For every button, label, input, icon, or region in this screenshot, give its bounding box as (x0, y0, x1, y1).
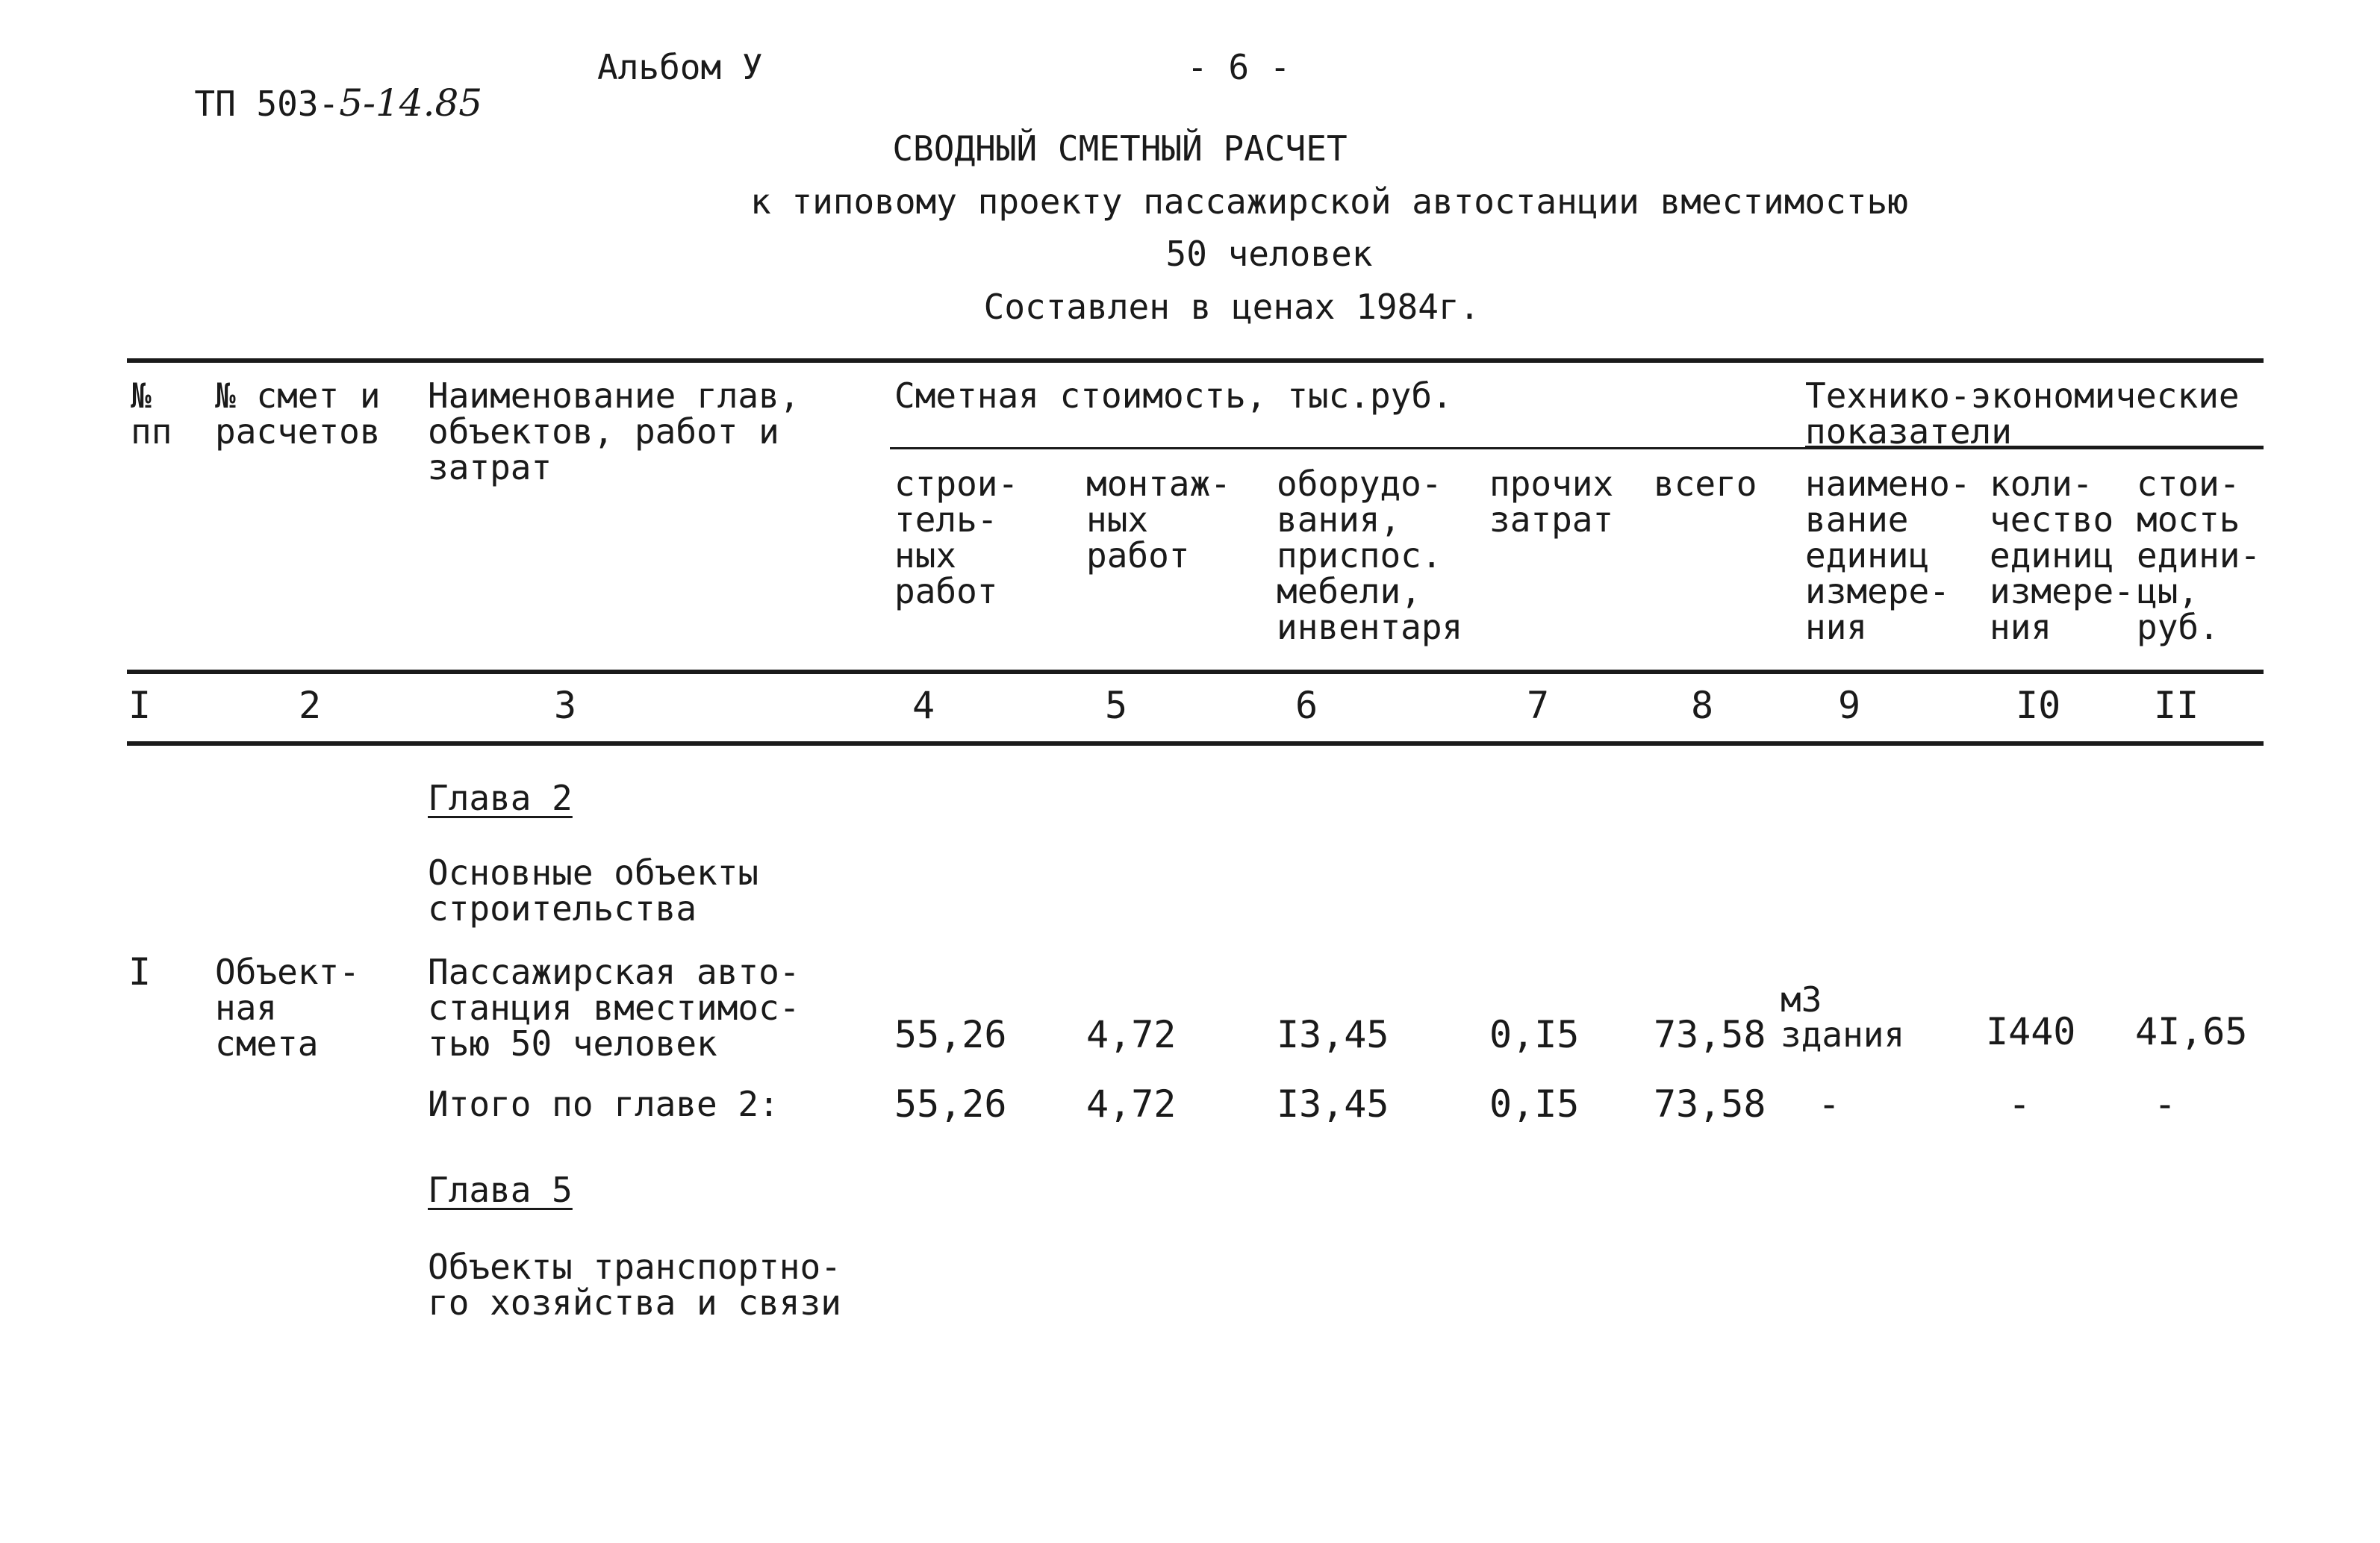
col-header-installation: монтаж- ных работ (1086, 464, 1231, 576)
col-header-unit-quantity: коли- чество единиц измере- ния (1990, 464, 2134, 647)
document-subtitle: к типовому проекту пассажирской автостанции вместимостью (750, 181, 1908, 222)
col-number-8: 8 (1691, 684, 1714, 727)
row-object-name: Пассажирская авто- станция вместимос- тью 50 человек (428, 952, 800, 1064)
page-number: - 6 - (1187, 47, 1291, 87)
row-equipment-cost: I3,45 (1277, 1013, 1389, 1056)
col-header-estimate-no: № смет и расчетов (215, 375, 381, 452)
col-header-no: № пп (131, 375, 172, 452)
column-numbers-rule (127, 741, 2264, 746)
total-equipment-cost: I3,45 (1277, 1082, 1389, 1126)
row-installation-cost: 4,72 (1086, 1013, 1177, 1056)
row-number: I (128, 950, 152, 994)
total-unit-name: - (1818, 1082, 1841, 1126)
col-number-2: 2 (299, 684, 322, 727)
row-construction-cost: 55,26 (894, 1013, 1007, 1056)
row-unit-cost: 4I,65 (2135, 1010, 2248, 1053)
row-estimate-type: Объект- ная смета (215, 952, 360, 1064)
doc-code (153, 49, 483, 125)
col-header-total: всего (1654, 464, 1757, 504)
col-number-5: 5 (1105, 684, 1128, 727)
col-header-equipment: оборудо- вания, приспос. мебели, инвентаря (1277, 464, 1463, 647)
col-number-4: 4 (912, 684, 935, 727)
col-header-unit-cost: стои- мость едини- цы, руб. (2137, 464, 2261, 647)
col-header-unit-name: наимено- вание единиц измере- ния (1805, 464, 1971, 647)
row-unit-quantity: I440 (1986, 1010, 2076, 1053)
total-unit-cost: - (2154, 1082, 2177, 1126)
chapter-5-heading: Глава 5 (428, 1170, 573, 1210)
col-number-3: 3 (554, 684, 577, 727)
cost-group-rule (890, 447, 1805, 449)
total-label: Итого по главе 2: (428, 1084, 779, 1124)
total-total-cost: 73,58 (1654, 1082, 1766, 1126)
col-header-other: прочих затрат (1489, 464, 1614, 540)
col-header-name: Наименование глав, объектов, работ и затрат (428, 375, 800, 487)
doc-code-typed: ТП 503- (194, 84, 340, 124)
table-top-rule (127, 358, 2264, 363)
total-other-cost: 0,I5 (1489, 1082, 1580, 1126)
header-bottom-rule (127, 670, 2264, 674)
total-construction-cost: 55,26 (894, 1082, 1007, 1126)
total-unit-quantity: - (2008, 1082, 2031, 1126)
row-total-cost: 73,58 (1654, 1013, 1766, 1056)
col-number-11: II (2154, 684, 2199, 727)
col-number-10: I0 (2016, 684, 2061, 727)
row-other-cost: 0,I5 (1489, 1013, 1580, 1056)
col-number-7: 7 (1527, 684, 1550, 727)
row-unit-name: здания (1781, 1014, 1905, 1055)
col-number-6: 6 (1295, 684, 1318, 727)
chapter-5-subtitle: Объекты транспортно- го хозяйства и связи (428, 1247, 841, 1323)
document-subtitle-capacity: 50 человек (1165, 234, 1373, 274)
col-group-estimated-cost: Сметная стоимость, тыс.руб. (894, 375, 1453, 416)
document-title: СВОДНЫЙ СМЕТНЫЙ РАСЧЕТ (892, 128, 1348, 169)
doc-code-handwritten: 5-14.85 (339, 81, 483, 125)
chapter-2-heading: Глава 2 (428, 778, 573, 818)
row-unit-name-top: м3 (1781, 979, 1822, 1020)
col-header-construction: строи- тель- ных работ (894, 464, 1019, 611)
total-installation-cost: 4,72 (1086, 1082, 1177, 1126)
album-label: Альбом У (597, 47, 763, 87)
col-number-1: I (128, 684, 152, 727)
col-group-tech-indicators: Технико-экономические показатели (1805, 375, 2240, 452)
chapter-2-subtitle: Основные объекты строительства (428, 852, 759, 929)
document-price-basis: Составлен в ценах 1984г. (983, 287, 1480, 327)
col-number-9: 9 (1838, 684, 1861, 727)
